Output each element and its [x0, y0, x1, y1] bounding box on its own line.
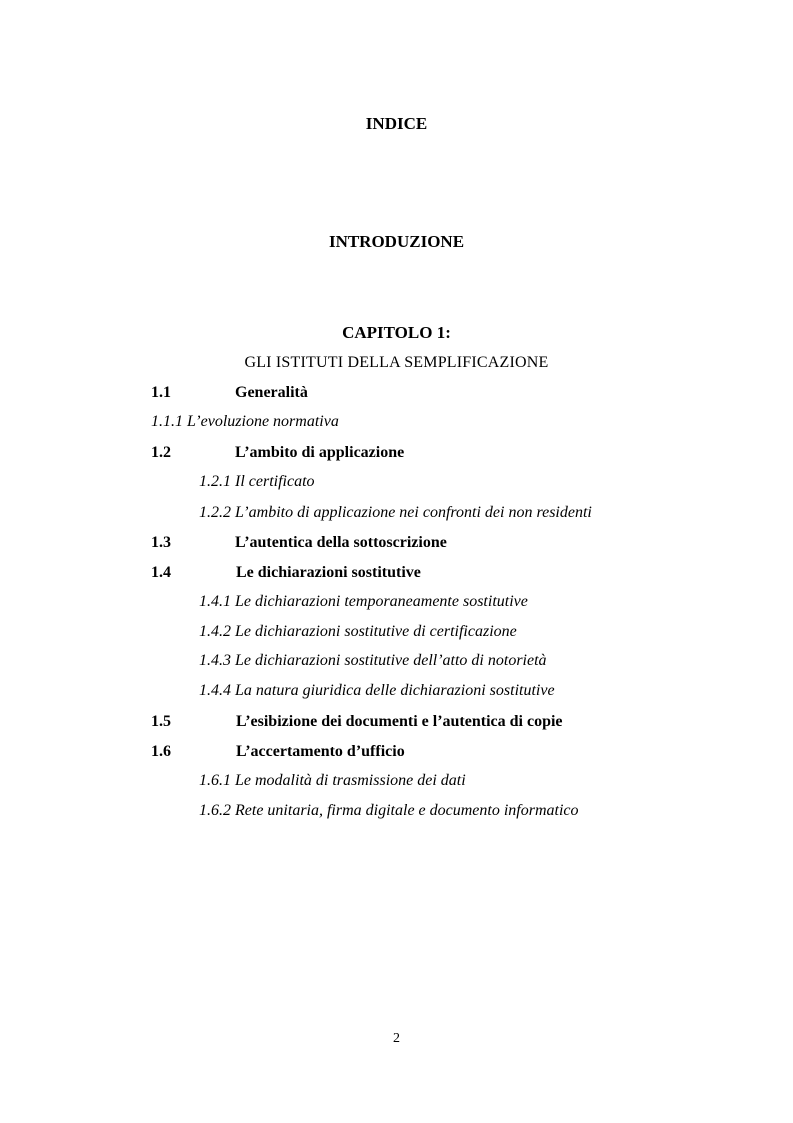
toc-subsection-1-1-1: 1.1.1 L’evoluzione normativa — [151, 413, 339, 430]
section-number: 1.6 — [151, 743, 171, 760]
chapter-subtitle: GLI ISTITUTI DELLA SEMPLIFICAZIONE — [244, 354, 549, 371]
section-label: L’esibizione dei documenti e l’autentica di copie — [236, 713, 563, 730]
section-label: L’accertamento d’ufficio — [236, 743, 405, 760]
toc-subsection-1-2-2: 1.2.2 L’ambito di applicazione nei confronti dei non residenti — [199, 504, 592, 521]
section-label: L’autentica della sottoscrizione — [235, 534, 447, 551]
section-number: 1.2 — [151, 444, 171, 461]
toc-subsection-1-4-1: 1.4.1 Le dichiarazioni temporaneamente sostitutive — [199, 593, 528, 610]
toc-subsection-1-6-1: 1.6.1 Le modalità di trasmissione dei dati — [199, 772, 466, 789]
section-label: Generalità — [235, 384, 308, 401]
section-number: 1.3 — [151, 534, 171, 551]
section-number: 1.1 — [151, 384, 171, 401]
toc-subsection-1-4-3: 1.4.3 Le dichiarazioni sostitutive dell’atto di notorietà — [199, 652, 547, 669]
section-label: Le dichiarazioni sostitutive — [236, 564, 421, 581]
introduction-heading: INTRODUZIONE — [328, 232, 465, 251]
section-number: 1.4 — [151, 564, 171, 581]
toc-subsection-1-6-2: 1.6.2 Rete unitaria, firma digitale e documento informatico — [199, 802, 579, 819]
toc-subsection-1-4-2: 1.4.2 Le dichiarazioni sostitutive di certificazione — [199, 623, 517, 640]
index-heading: INDICE — [365, 114, 428, 133]
chapter-title: CAPITOLO 1: — [342, 323, 451, 342]
toc-subsection-1-4-4: 1.4.4 La natura giuridica delle dichiarazioni sostitutive — [199, 682, 555, 699]
toc-subsection-1-2-1: 1.2.1 Il certificato — [199, 473, 315, 490]
section-number: 1.5 — [151, 713, 171, 730]
page-number: 2 — [393, 1031, 400, 1046]
section-label: L’ambito di applicazione — [235, 444, 405, 461]
